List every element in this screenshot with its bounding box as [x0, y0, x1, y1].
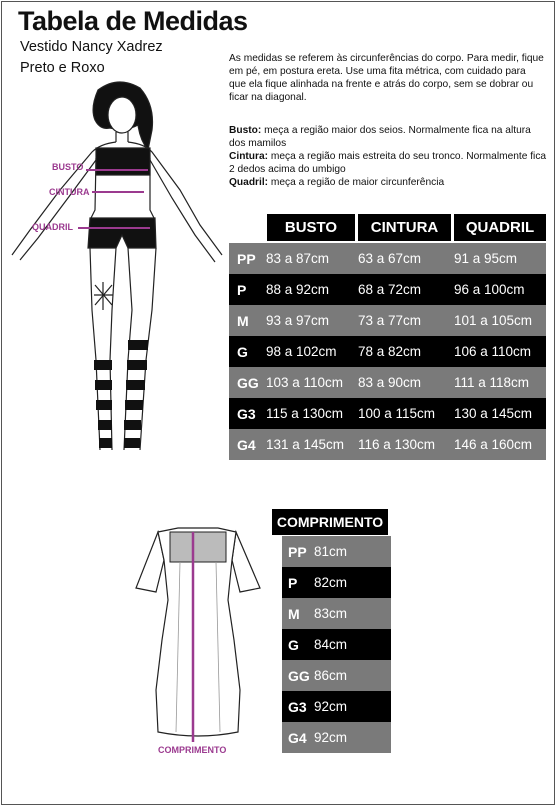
size-label: PP — [288, 543, 307, 560]
definition-term: Quadril: — [229, 177, 269, 188]
length-value: 92cm — [314, 699, 348, 714]
length-value: 86cm — [314, 668, 348, 683]
cintura-value: 100 a 115cm — [358, 406, 436, 421]
quadril-value: 146 a 160cm — [454, 437, 533, 452]
definition-text: meça a região de maior circunferência — [268, 177, 445, 188]
table-row — [229, 243, 546, 274]
table-row — [282, 629, 391, 660]
size-label: P — [288, 574, 298, 591]
cintura-value: 116 a 130cm — [358, 437, 436, 452]
definition-text: meça a região maior dos seios. Normalmente fica na altura dos mamilos — [229, 125, 531, 149]
cintura-value: 63 a 67cm — [358, 251, 422, 266]
cintura-value: 78 a 82cm — [358, 344, 422, 359]
size-label: G4 — [288, 729, 307, 746]
busto-value: 83 a 87cm — [266, 251, 330, 266]
column-header-cintura: CINTURA — [358, 214, 451, 241]
definition-quadril — [229, 176, 547, 189]
definition-term: Cintura: — [229, 151, 269, 162]
busto-value: 93 a 97cm — [266, 313, 330, 328]
definition-cintura — [229, 150, 547, 176]
table-row — [229, 336, 546, 367]
definition-text: meça a região mais estreita do seu tronco. Normalmente fica 2 dedos acima do umbigo — [229, 151, 547, 175]
size-label: P — [237, 281, 247, 298]
quadril-value: 130 a 145cm — [454, 406, 533, 421]
table-row — [229, 367, 546, 398]
size-label: G3 — [288, 698, 307, 715]
cintura-value: 83 a 90cm — [358, 375, 422, 390]
size-label: G4 — [237, 436, 256, 453]
busto-value: 98 a 102cm — [266, 344, 337, 359]
dress-illustration — [128, 520, 268, 750]
table-row — [282, 567, 391, 598]
table-row — [282, 598, 391, 629]
quadril-value: 96 a 100cm — [454, 282, 525, 297]
table-row — [229, 429, 546, 460]
measurement-definitions — [229, 124, 547, 189]
definition-term: Busto: — [229, 125, 262, 136]
size-label: GG — [237, 374, 259, 391]
label-comprimento: COMPRIMENTO — [158, 745, 227, 755]
table-row — [229, 274, 546, 305]
column-header-busto: BUSTO — [267, 214, 355, 241]
quadril-value: 111 a 118cm — [454, 375, 530, 390]
size-label: G — [288, 636, 299, 653]
table-row — [282, 722, 391, 753]
busto-value: 131 a 145cm — [266, 437, 345, 452]
table-row — [282, 536, 391, 567]
size-label: G3 — [237, 405, 256, 422]
length-value: 84cm — [314, 637, 348, 652]
length-value: 82cm — [314, 575, 348, 590]
definition-busto — [229, 124, 547, 150]
table-row — [229, 305, 546, 336]
busto-value: 88 a 92cm — [266, 282, 330, 297]
label-busto: BUSTO — [52, 162, 84, 172]
size-label: GG — [288, 667, 310, 684]
size-label: M — [288, 605, 300, 622]
quadril-value: 106 a 110cm — [454, 344, 532, 359]
column-header-quadril: QUADRIL — [454, 214, 546, 241]
size-label: M — [237, 312, 249, 329]
quadril-value: 101 a 105cm — [454, 313, 533, 328]
busto-value: 103 a 110cm — [266, 375, 344, 390]
label-quadril: QUADRIL — [32, 222, 73, 232]
busto-value: 115 a 130cm — [266, 406, 344, 421]
table-row — [229, 398, 546, 429]
cintura-value: 68 a 72cm — [358, 282, 422, 297]
product-name: Vestido Nancy Xadrez — [20, 39, 163, 55]
table-row — [282, 660, 391, 691]
product-color: Preto e Roxo — [20, 60, 105, 76]
page-title: Tabela de Medidas — [18, 6, 248, 36]
table-row — [282, 691, 391, 722]
body-figure-illustration — [0, 70, 230, 460]
label-cintura: CINTURA — [49, 187, 90, 197]
size-label: PP — [237, 250, 256, 267]
column-header-comprimento: COMPRIMENTO — [272, 509, 388, 535]
length-value: 92cm — [314, 730, 348, 745]
size-label: G — [237, 343, 248, 360]
cintura-value: 73 a 77cm — [358, 313, 422, 328]
quadril-value: 91 a 95cm — [454, 251, 518, 266]
length-value: 81cm — [314, 544, 348, 559]
measuring-instructions: As medidas se referem às circunferências do corpo. Para medir, fique em pé, em postura ereta. Use uma fita métrica, com cuidado para que ela fique alinhada na frente e atrás do corpo, sem se dobrar ou ficar na diagonal. — [229, 53, 544, 103]
length-value: 83cm — [314, 606, 348, 621]
